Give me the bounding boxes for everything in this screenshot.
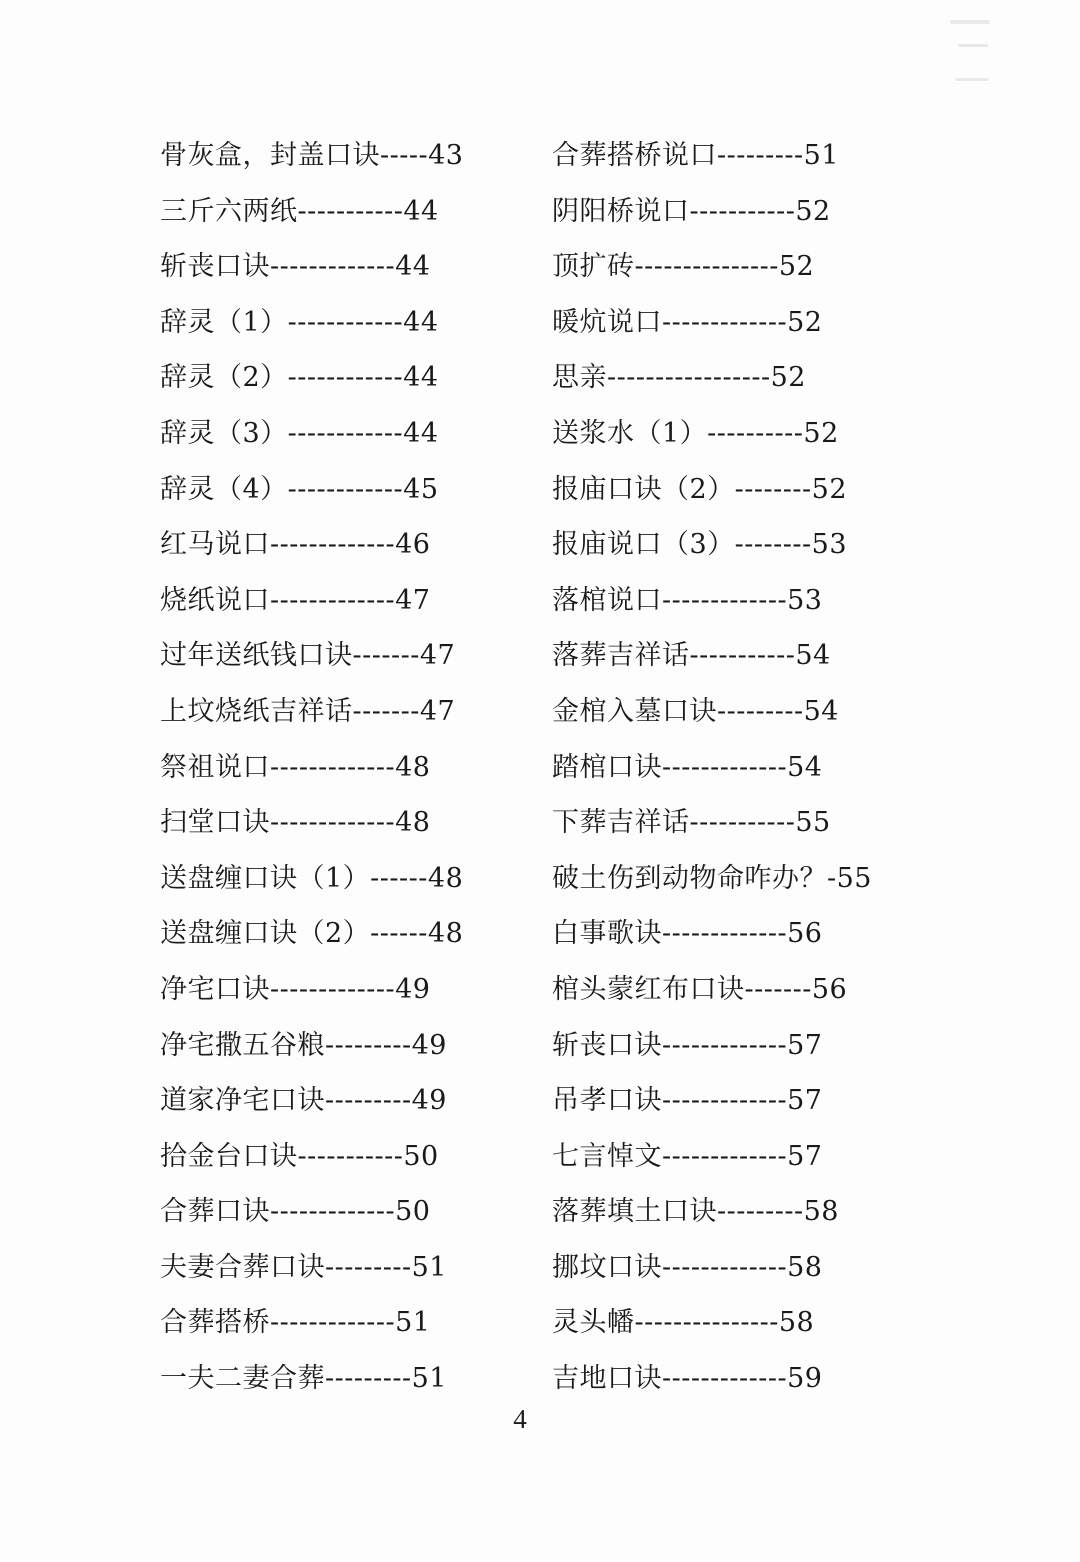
toc-entry: 下葬吉祥话-----------55	[552, 807, 831, 839]
toc-entry: 斩丧口诀-------------44	[160, 251, 431, 283]
toc-entry: 思亲-----------------52	[552, 362, 806, 394]
toc-entry: 金棺入墓口诀---------54	[552, 695, 839, 727]
toc-entry: 吉地口诀-------------59	[552, 1363, 823, 1395]
toc-entry: 送盘缠口诀（1）------48	[160, 862, 464, 894]
toc-entry: 暖炕说口-------------52	[552, 306, 823, 338]
toc-entry: 斩丧口诀-------------57	[552, 1029, 823, 1061]
toc-entry: 辞灵（3）------------44	[160, 417, 439, 449]
toc-entry: 扫堂口诀-------------48	[160, 807, 431, 839]
toc-entry: 送盘缠口诀（2）------48	[160, 918, 464, 950]
toc-entry: 骨灰盒，封盖口诀-----43	[160, 140, 464, 171]
toc-entry: 净宅口诀-------------49	[160, 973, 431, 1005]
toc-entry: 送浆水（1）----------52	[552, 417, 839, 449]
toc-entry: 拾金台口诀-----------50	[160, 1140, 439, 1172]
scan-mark	[955, 78, 989, 81]
toc-entry: 七言悼文-------------57	[552, 1140, 823, 1172]
toc-entry: 道家净宅口诀---------49	[160, 1085, 447, 1117]
toc-entry: 辞灵（2）------------44	[160, 362, 439, 394]
toc-entry: 落葬填土口诀---------58	[552, 1196, 839, 1228]
toc-entry: 合葬口诀-------------50	[160, 1196, 431, 1228]
toc-entry: 过年送纸钱口诀-------47	[160, 640, 456, 672]
toc-right-column	[552, 128, 897, 1407]
toc-left-column	[160, 128, 505, 1407]
scan-mark	[958, 44, 988, 47]
toc-entry: 顶扩砖---------------52	[552, 251, 815, 283]
toc-entry: 三斤六两纸-----------44	[160, 195, 439, 227]
scan-mark	[950, 20, 990, 24]
toc-entry: 灵头幡---------------58	[552, 1307, 815, 1339]
toc-entry: 红马说口-------------46	[160, 529, 431, 561]
toc-entry: 合葬搭桥-------------51	[160, 1307, 431, 1339]
toc-entry: 落棺说口-------------53	[552, 584, 823, 616]
toc-entry: 报庙说口（3）--------53	[552, 529, 848, 561]
toc-entry: 一夫二妻合葬---------51	[160, 1363, 447, 1395]
toc-entry: 报庙口诀（2）--------52	[552, 473, 848, 505]
page-number: 4	[513, 1404, 527, 1434]
toc-entry: 破土伤到动物命咋办？-55	[552, 862, 872, 894]
toc-entry: 阴阳桥说口-----------52	[552, 195, 831, 227]
toc-entry: 夫妻合葬口诀---------51	[160, 1251, 447, 1283]
toc-entry: 辞灵（1）------------44	[160, 306, 439, 338]
toc-entry: 烧纸说口-------------47	[160, 584, 431, 616]
toc-entry: 净宅撒五谷粮---------49	[160, 1029, 447, 1061]
toc-entry: 辞灵（4）------------45	[160, 473, 439, 505]
toc-entry: 吊孝口诀-------------57	[552, 1085, 823, 1117]
toc-entry: 挪坟口诀-------------58	[552, 1251, 823, 1283]
toc-entry: 上坟烧纸吉祥话-------47	[160, 695, 456, 727]
toc-entry: 踏棺口诀-------------54	[552, 751, 823, 783]
toc-entry: 合葬搭桥说口---------51	[552, 140, 839, 171]
toc-entry: 白事歌诀-------------56	[552, 918, 823, 950]
toc-entry: 落葬吉祥话-----------54	[552, 640, 831, 672]
toc-entry: 祭祖说口-------------48	[160, 751, 431, 783]
toc-entry: 棺头蒙红布口诀-------56	[552, 973, 848, 1005]
